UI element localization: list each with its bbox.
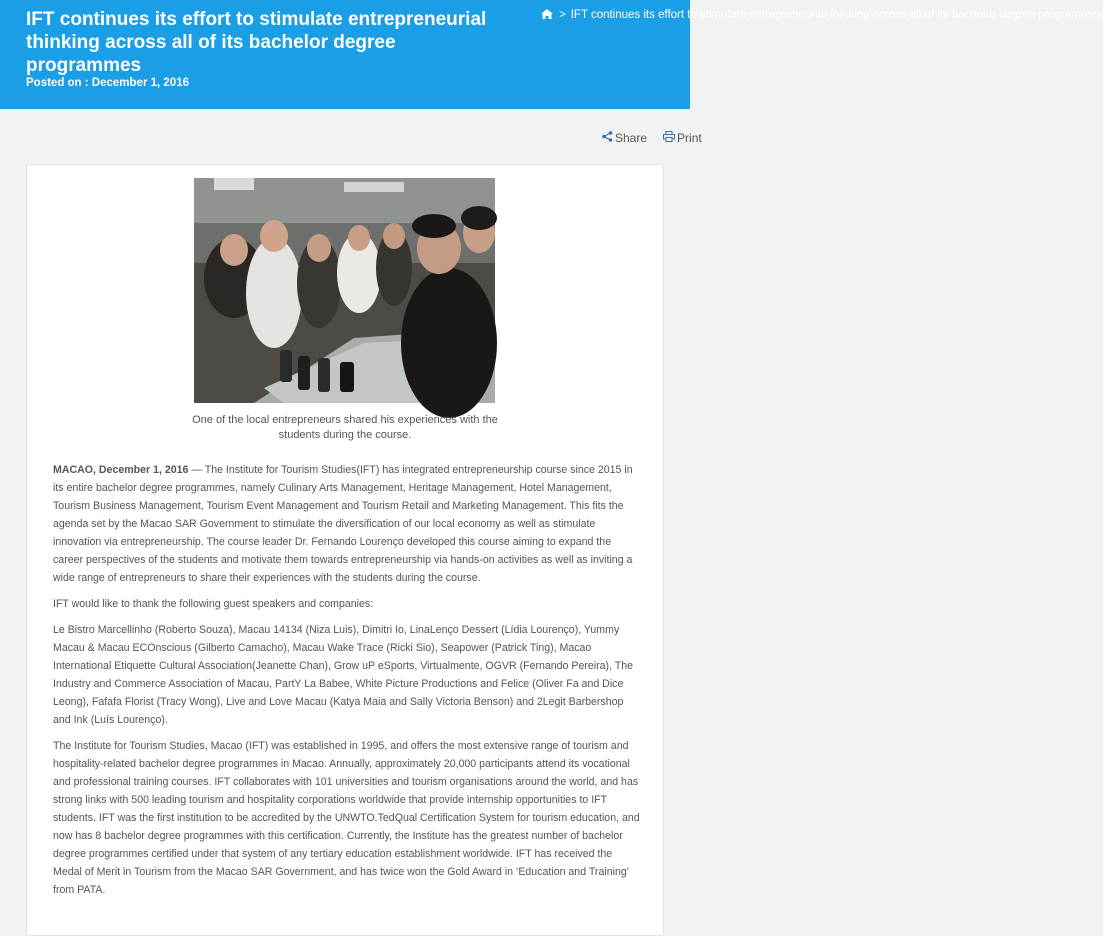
photo-caption: One of the local entrepreneurs shared his experiences with the students during the course. [192,414,498,441]
print-button[interactable] [663,131,702,145]
posted-date: Posted on : December 1, 2016 [26,77,189,89]
article-body [53,461,643,907]
page-header [0,0,1103,109]
article-paragraph-3: Le Bistro Marcellinho (Roberto Souza), Macau 14134 (Niza Luis), Dimitri Io, LinaLenço Dessert (Lídia Lourenço), Yummy Macau & Macau ECOnscious (Gilberto Camacho), Macau Wake Trace (Ricki Sio), Seapower (Patrick Ting), Macao International Etiquette Cultural Association(Jeanette Chan), Grow uP eSports, Virtualmente, OGVR (Fernando Pereira), The Industry and Commerce Association of Macau, PartY La Babee, White Picture Productions and Felice (Oliver Fa and Dice Leong), Fafafa Florist (Tracy Wong), Live and Love Macau (Katya Maia and Sally Victoria Benson) and 2Legit Barbershop and Ink (Luís Lourenço). [53,624,634,726]
article-paragraph-1 [53,461,643,587]
article-card [26,164,664,936]
article-paragraph-4: The Institute for Tourism Studies, Macao (IFT) was established in 1995, and offers the most extensive range of tourism and hospitality-related bachelor degree programmes in Macao. Annually, approximately 20,000 participants attend its vocational and professional training courses. IFT collaborates with 101 universities and tourism organisations around the world, and has strong links with 500 leading tourism and hospitality corporations worldwide that provide internship opportunities to IFT students. IFT was the first institution to be accredited by the UNWTO.TedQual Certification System for tourism education, and now has 8 bachelor degree programmes with this certification. Currently, the Institute has the greatest number of bachelor degree programmes certified under that system of any tertiary education establishment worldwide. IFT has received the Medal of Merit in Tourism from the Macao SAR Government, and has twice won the Gold Award in ‘Education and Training’ from PATA. [53,740,640,896]
share-icon [602,131,615,145]
article-paragraph-2: IFT would like to thank the following guest speakers and companies: [53,598,374,610]
home-icon[interactable] [541,9,553,22]
print-label: Print [677,131,702,145]
print-icon [663,131,677,145]
dateline: MACAO, December 1, 2016 [53,464,189,476]
article-actions [602,131,702,145]
breadcrumb [541,9,1103,22]
paragraph-1-text: — The Institute for Tourism Studies(IFT) has integrated entrepreneurship course since 2015 in its entire bachelor degree programmes, namely Culinary Arts Management, Heritage Management, Hotel Management, Tourism Business Management, Tourism Event Management and Tourism Retail and Marketing Management. This fits the agenda set by the Macao SAR Government to stimulate the diversification of our local economy as well as stimulate innovation via entrepreneurship. The course leader Dr. Fernando Lourenço developed this course aiming to expand the career perspectives of the students and motivate them towards entrepreneurship via hands-on activities as well as inviting a wide range of entrepreneurs to share their experiences with the students during the course. [53,464,633,584]
page-title: IFT continues its effort to stimulate entrepreneurial thinking across all of its bachelor degree programmes [26,9,487,76]
article-photo [194,178,495,403]
breadcrumb-separator: > [559,9,566,21]
share-label: Share [615,131,648,145]
share-button[interactable] [602,131,647,145]
breadcrumb-current[interactable]: IFT continues its effort to stimulate entrepreneurial thinking across all of its bachelor degree programmes [570,9,1103,21]
